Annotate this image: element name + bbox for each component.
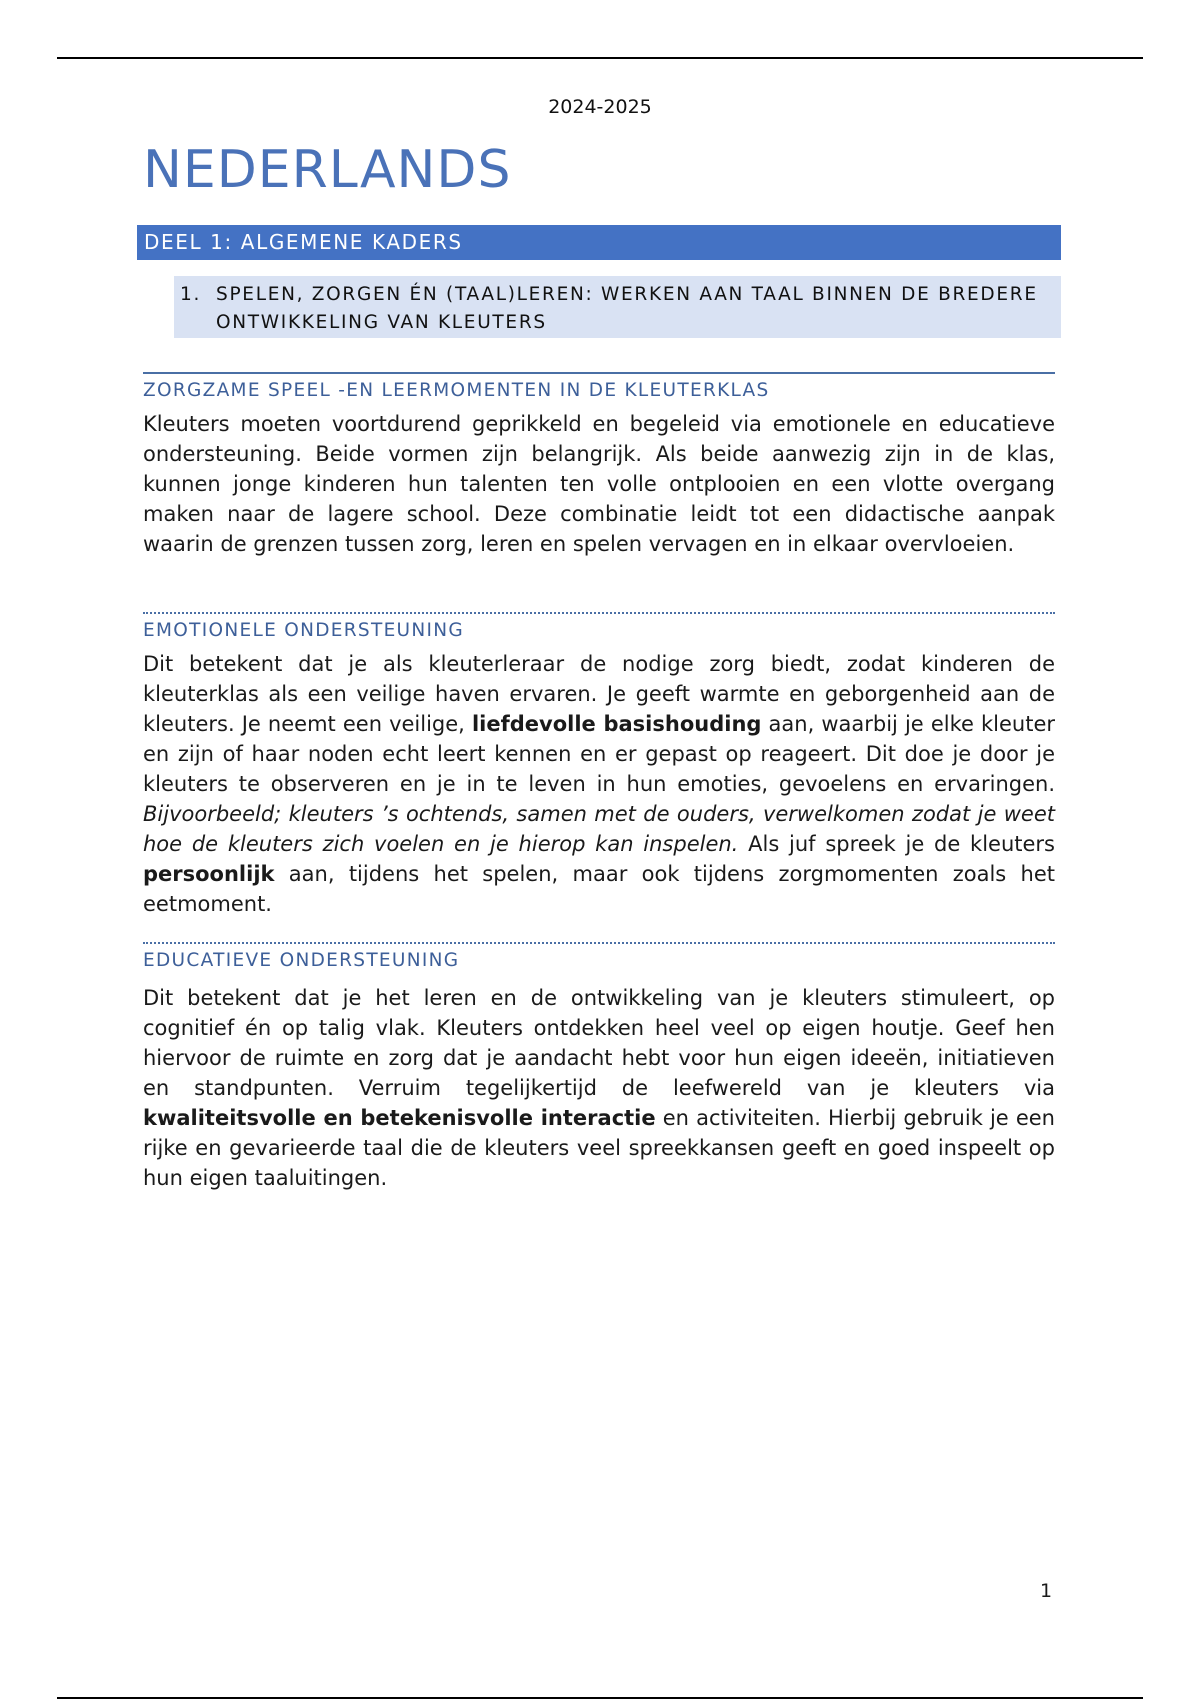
bottom-rule [57, 1697, 1143, 1699]
bold-term: liefdevolle basishouding [471, 712, 762, 736]
chapter-title: SPELEN, ZORGEN ÉN (TAAL)LEREN: WERKEN AAN TAAL BINNEN DE BREDERE ONTWIKKELING VAN KLEUTERS [216, 284, 1038, 333]
section-paragraph: Kleuters moeten voortdurend geprikkeld en begeleid via emotionele en educatieve ondersteuning. Beide vormen zijn belangrijk. Als beide aanwezig zijn in de klas, kunnen jonge kinderen hun talenten ten volle ontplooien en een vlotte overgang maken naar de lagere school. Deze combinatie leidt tot een didactische aanpak waarin de grenzen tussen zorg, leren en spelen vervagen en in elkaar overvloeien. [143, 412, 1055, 556]
section-paragraph [143, 983, 1055, 1193]
document-title: NEDERLANDS [143, 140, 512, 200]
italic-example: Bijvoorbeeld; kleuters ’s ochtends, samen met de ouders, verwelkomen zodat je weet hoe de kleuters zich voelen en je hierop kan inspelen. [143, 802, 1055, 856]
paragraph-text: Dit betekent dat je het leren en de ontwikkeling van je kleuters stimuleert, op cognitief én op talig vlak. Kleuters ontdekken heel veel op eigen houtje. Geef hen hiervoor de ruimte en zorg dat je aandacht hebt voor hun eigen ideeën, initiatieven en standpunten. Verruim tegelijkertijd de leefwereld van je kleuters via [143, 986, 1055, 1100]
page-number: 1 [1040, 1580, 1053, 1602]
section-paragraph [143, 649, 1055, 919]
part-heading: DEEL 1: ALGEMENE KADERS [137, 225, 1061, 260]
paragraph-text: aan, tijdens het spelen, maar ook tijdens zorgmomenten zoals het eetmoment. [143, 862, 1055, 916]
bold-term: kwaliteitsvolle en betekenisvolle interactie [143, 1106, 656, 1130]
paragraph-text: aan, waarbij je elke kleuter en zijn of haar noden echt leert kennen en er gepast op reageert. Dit doe je door je kleuters te observeren en je in te leven in hun emoties, gevoelens en ervaringen. [143, 712, 1056, 796]
chapter-number: 1. [180, 284, 202, 305]
chapter-heading [174, 276, 1061, 338]
bold-term: persoonlijk [143, 862, 275, 886]
paragraph-text: Dit betekent dat je als kleuterleraar de nodige zorg biedt, zodat kinderen de kleuterklas als een veilige haven ervaren. Je geeft warmte en geborgenheid aan de kleuters. Je neemt een veilige, [143, 652, 1055, 736]
section-heading: EDUCATIEVE ONDERSTEUNING [143, 942, 1055, 971]
header-year: 2024-2025 [548, 96, 652, 118]
section-heading: ZORGZAME SPEEL -EN LEERMOMENTEN IN DE KLEUTERKLAS [143, 372, 1055, 401]
paragraph-text: Als juf spreek je de kleuters [738, 832, 1055, 856]
top-rule [57, 57, 1143, 59]
section-educatieve-ondersteuning [143, 942, 1055, 1193]
paragraph-text: en activiteiten. Hierbij gebruik je een rijke en gevarieerde taal die de kleuters veel spreekkansen geeft en goed inspeelt op hun eigen taaluitingen. [143, 1106, 1055, 1190]
section-heading: EMOTIONELE ONDERSTEUNING [143, 612, 1055, 641]
section-zorgzame-momenten [143, 372, 1055, 559]
section-emotionele-ondersteuning [143, 612, 1055, 919]
